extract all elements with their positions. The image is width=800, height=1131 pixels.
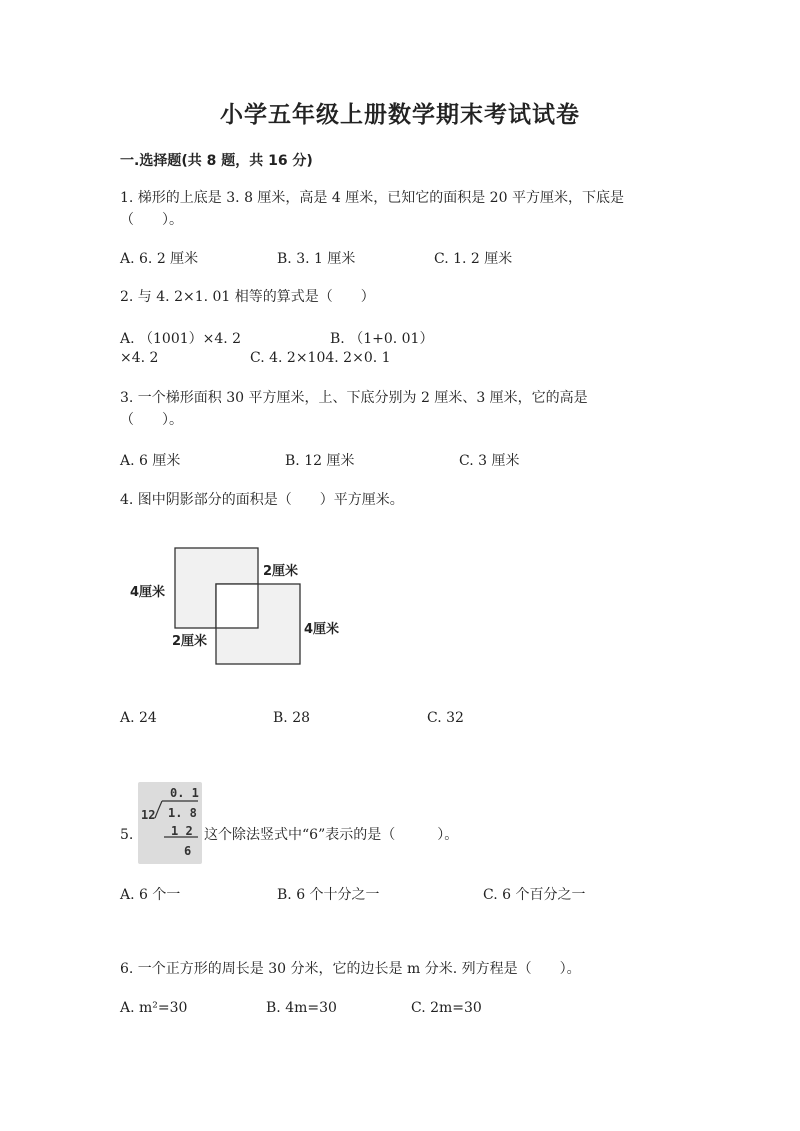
question-3-option-b: B. 12 厘米 bbox=[285, 453, 355, 469]
question-2-option-b: B. （1+0. 01） bbox=[330, 331, 434, 347]
question-3-line1: 3. 一个梯形面积 30 平方厘米，上、下底分别为 2 厘米、3 厘米，它的高是 bbox=[120, 390, 588, 406]
question-4-option-c: C. 32 bbox=[427, 710, 464, 726]
question-5-text: 这个除法竖式中“6”表示的是（ ）。 bbox=[204, 827, 459, 843]
label-bottom-left: 2厘米 bbox=[172, 634, 208, 649]
question-1-option-c: C. 1. 2 厘米 bbox=[434, 251, 513, 267]
question-5-option-b: B. 6 个十分之一 bbox=[277, 887, 380, 903]
division-remainder: 6 bbox=[184, 844, 192, 858]
division-quotient: 0. 1 bbox=[170, 786, 199, 800]
question-4-option-a: A. 24 bbox=[120, 710, 157, 726]
question-4-text: 4. 图中阴影部分的面积是（ ）平方厘米。 bbox=[120, 492, 404, 508]
question-3-option-c: C. 3 厘米 bbox=[459, 453, 520, 469]
long-division-image bbox=[138, 782, 202, 864]
label-left-side: 4厘米 bbox=[130, 585, 166, 600]
division-dividend: 1. 8 bbox=[168, 806, 197, 820]
label-top-right: 2厘米 bbox=[263, 564, 299, 579]
question-2-option-a: A. （1001）×4. 2 bbox=[120, 331, 242, 347]
division-bracket bbox=[138, 782, 202, 864]
question-6-option-a: A. m²=30 bbox=[120, 1000, 188, 1016]
section-heading: 一.选择题(共 8 题，共 16 分) bbox=[120, 153, 313, 169]
question-5-option-c: C. 6 个百分之一 bbox=[483, 887, 586, 903]
question-2-option-b-cont: ×4. 2 bbox=[120, 350, 159, 366]
question-2-text: 2. 与 4. 2×1. 01 相等的算式是（ ） bbox=[120, 289, 375, 305]
overlap-region bbox=[216, 584, 258, 628]
question-5-number: 5. bbox=[120, 827, 134, 843]
division-product: 1 2 bbox=[171, 824, 193, 838]
question-6-option-b: B. 4m=30 bbox=[266, 1000, 337, 1016]
question-6-text: 6. 一个正方形的周长是 30 分米，它的边长是 m 分米. 列方程是（ ）。 bbox=[120, 961, 581, 977]
question-2-option-c: C. 4. 2×104. 2×0. 1 bbox=[250, 350, 391, 366]
question-3-line2: （ ）。 bbox=[120, 412, 183, 428]
page-title: 小学五年级上册数学期末考试试卷 bbox=[220, 102, 580, 128]
question-5-option-a: A. 6 个一 bbox=[120, 887, 181, 903]
question-1-option-b: B. 3. 1 厘米 bbox=[277, 251, 356, 267]
question-4-option-b: B. 28 bbox=[273, 710, 311, 726]
division-divisor: 12 bbox=[141, 808, 156, 822]
question-1-line1: 1. 梯形的上底是 3. 8 厘米，高是 4 厘米，已知它的面积是 20 平方厘米，下底是 bbox=[120, 190, 624, 206]
question-3-option-a: A. 6 厘米 bbox=[120, 453, 181, 469]
question-1-option-a: A. 6. 2 厘米 bbox=[120, 251, 199, 267]
question-1-line2: （ ）。 bbox=[120, 212, 183, 228]
label-right-side: 4厘米 bbox=[304, 622, 340, 637]
question-6-option-c: C. 2m=30 bbox=[411, 1000, 482, 1016]
